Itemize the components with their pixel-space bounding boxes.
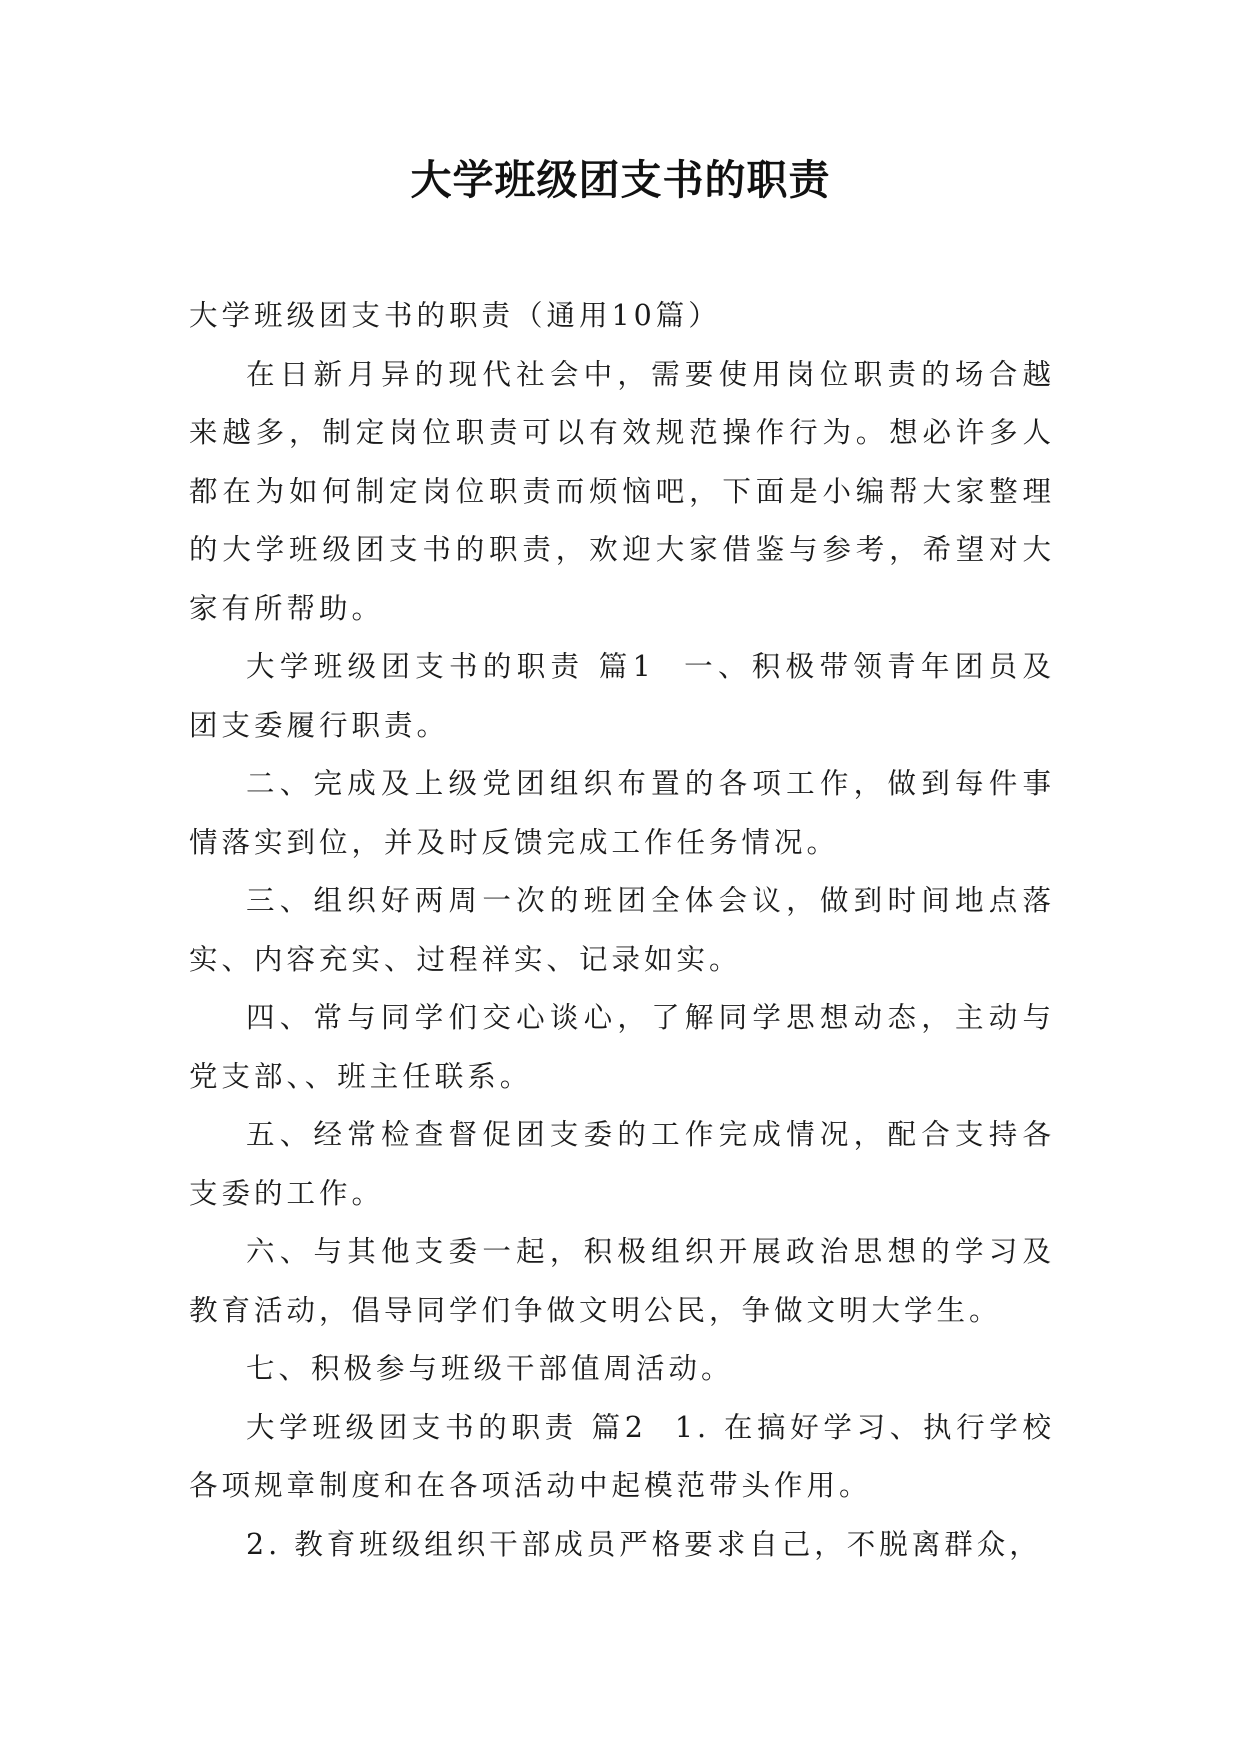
document-subtitle: 大学班级团支书的职责（通用10篇） — [189, 299, 721, 332]
section-1-item-5: 五、经常检查督促团支委的工作完成情况，配合支持各支委的工作。 — [189, 1118, 1055, 1210]
section-1-item-6: 六、与其他支委一起，积极组织开展政治思想的学习及教育活动，倡导同学们争做文明公民，争做文明大学生。 — [189, 1235, 1055, 1327]
document-body — [189, 287, 1055, 1574]
section-2-item-1: 1. 在搞好学习、执行学校各项规章制度和在各项活动中起模范带头作用。 — [189, 1410, 1055, 1502]
section-1-item-7: 七、积极参与班级干部值周活动。 — [246, 1352, 734, 1385]
section-1-item-4: 四、常与同学们交心谈心，了解同学思想动态，主动与党支部、、班主任联系。 — [189, 1001, 1055, 1093]
section-1-opening — [189, 638, 1055, 755]
document-title: 大学班级团支书的职责 — [410, 156, 831, 204]
section-1-item-1: 一、积极带领青年团员及团支委履行职责。 — [189, 650, 1055, 742]
section-1-heading: 大学班级团支书的职责 篇1 — [246, 650, 655, 683]
section-2-heading: 大学班级团支书的职责 篇2 — [246, 1410, 647, 1444]
section-1-item-3: 三、组织好两周一次的班团全体会议，做到时间地点落实、内容充实、过程祥实、记录如实。 — [189, 884, 1055, 976]
section-2-opening — [189, 1399, 1055, 1516]
section-1-item-2: 二、完成及上级党团组织布置的各项工作，做到每件事情落实到位，并及时反馈完成工作任务情况。 — [189, 767, 1055, 859]
section-2-item-2: 2. 教育班级组织干部成员严格要求自己，不脱离群众， — [246, 1527, 1042, 1561]
intro-paragraph: 在日新月异的现代社会中，需要使用岗位职责的场合越来越多，制定岗位职责可以有效规范操作行为。想必许多人都在为如何制定岗位职责而烦恼吧，下面是小编帮大家整理的大学班级团支书的职责，欢迎大家借鉴与参考，希望对大家有所帮助。 — [189, 357, 1055, 625]
